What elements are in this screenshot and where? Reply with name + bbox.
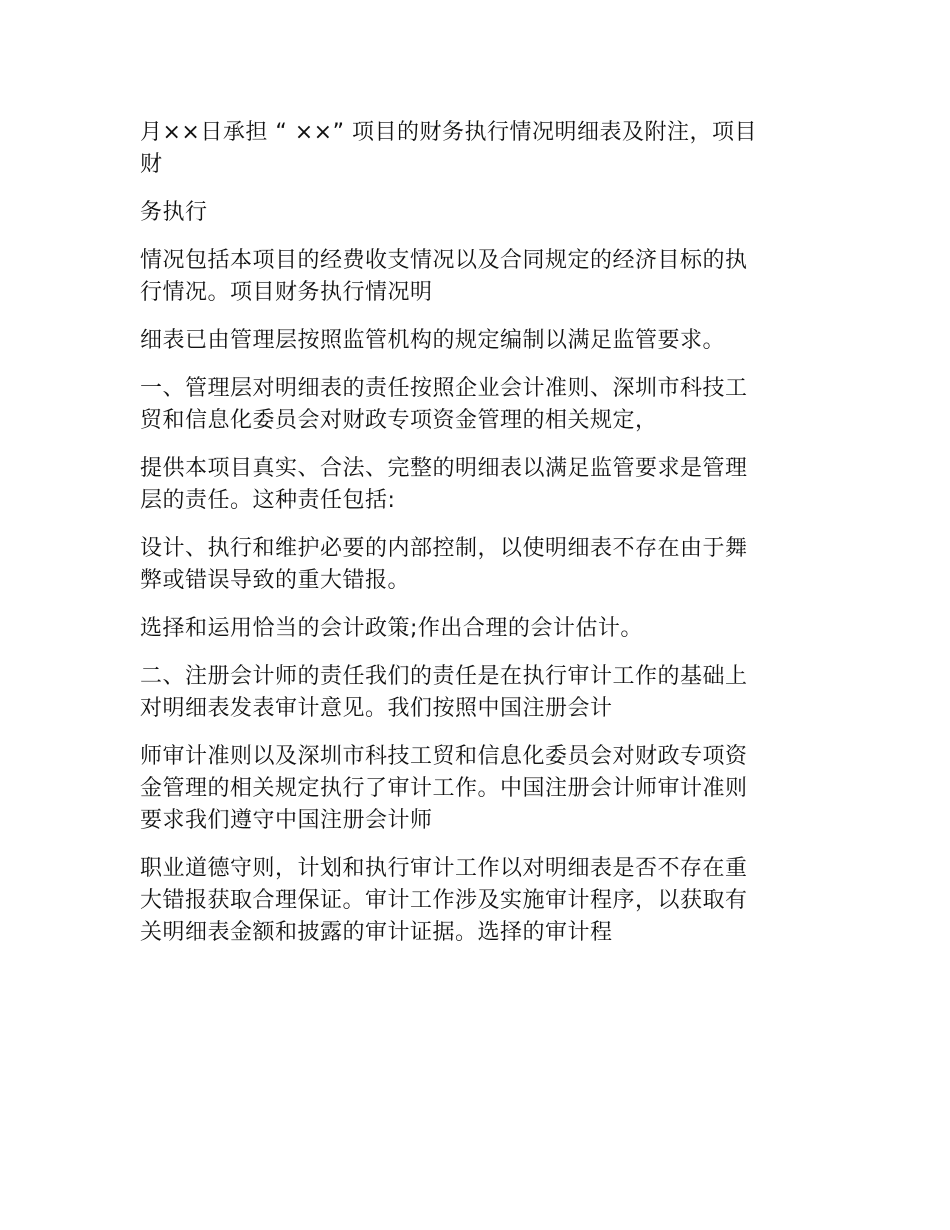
text-line: 师审计准则以及深圳市科技工贸和信息化委员会对财政专项资 — [140, 744, 748, 769]
text-line: 大错报获取合理保证。审计工作涉及实施审计程序，以获取有 — [140, 888, 748, 913]
paragraph-11 — [140, 853, 810, 949]
text-line: 对明细表发表审计意见。我们按照中国注册会计 — [140, 696, 613, 721]
paragraph-2 — [140, 197, 810, 229]
paragraph-3 — [140, 245, 810, 309]
text-line: 情况包括本项目的经费收支情况以及合同规定的经济目标的执 — [140, 248, 748, 273]
paragraph-9 — [140, 661, 810, 725]
paragraph-1 — [140, 117, 810, 181]
text-line: 月××日承担 “ ××” 项目的财务执行情况明细表及附注，项目 — [140, 120, 758, 145]
text-line: 一、管理层对明细表的责任按照企业会计准则、深圳市科技工 — [140, 376, 748, 401]
text-line: 弊或错误导致的重大错报。 — [140, 568, 411, 593]
text-line: 务执行 — [140, 200, 208, 225]
paragraph-5 — [140, 373, 810, 437]
text-line: 提供本项目真实、合法、完整的明细表以满足监管要求是管理 — [140, 456, 748, 481]
text-line: 二、注册会计师的责任我们的责任是在执行审计工作的基础上 — [140, 664, 748, 689]
paragraph-4 — [140, 325, 810, 357]
text-line: 金管理的相关规定执行了审计工作。中国注册会计师审计准则 — [140, 776, 748, 801]
text-line: 职业道德守则，计划和执行审计工作以对明细表是否不存在重 — [140, 856, 748, 881]
text-line: 关明细表金额和披露的审计证据。选择的审计程 — [140, 920, 613, 945]
paragraph-6 — [140, 453, 810, 517]
text-line: 财 — [140, 152, 163, 177]
text-line: 设计、执行和维护必要的内部控制，以使明细表不存在由于舞 — [140, 536, 748, 561]
text-line: 要求我们遵守中国注册会计师 — [140, 808, 433, 833]
text-line: 细表已由管理层按照监管机构的规定编制以满足监管要求。 — [140, 328, 726, 353]
text-line: 贸和信息化委员会对财政专项资金管理的相关规定， — [140, 408, 658, 433]
paragraph-8 — [140, 613, 810, 645]
paragraph-10 — [140, 741, 810, 837]
paragraph-7 — [140, 533, 810, 597]
text-line: 行情况。项目财务执行情况明 — [140, 280, 433, 305]
text-line: 层的责任。这种责任包括: — [140, 488, 396, 513]
text-line: 选择和运用恰当的会计政策;作出合理的会计估计。 — [140, 616, 643, 641]
